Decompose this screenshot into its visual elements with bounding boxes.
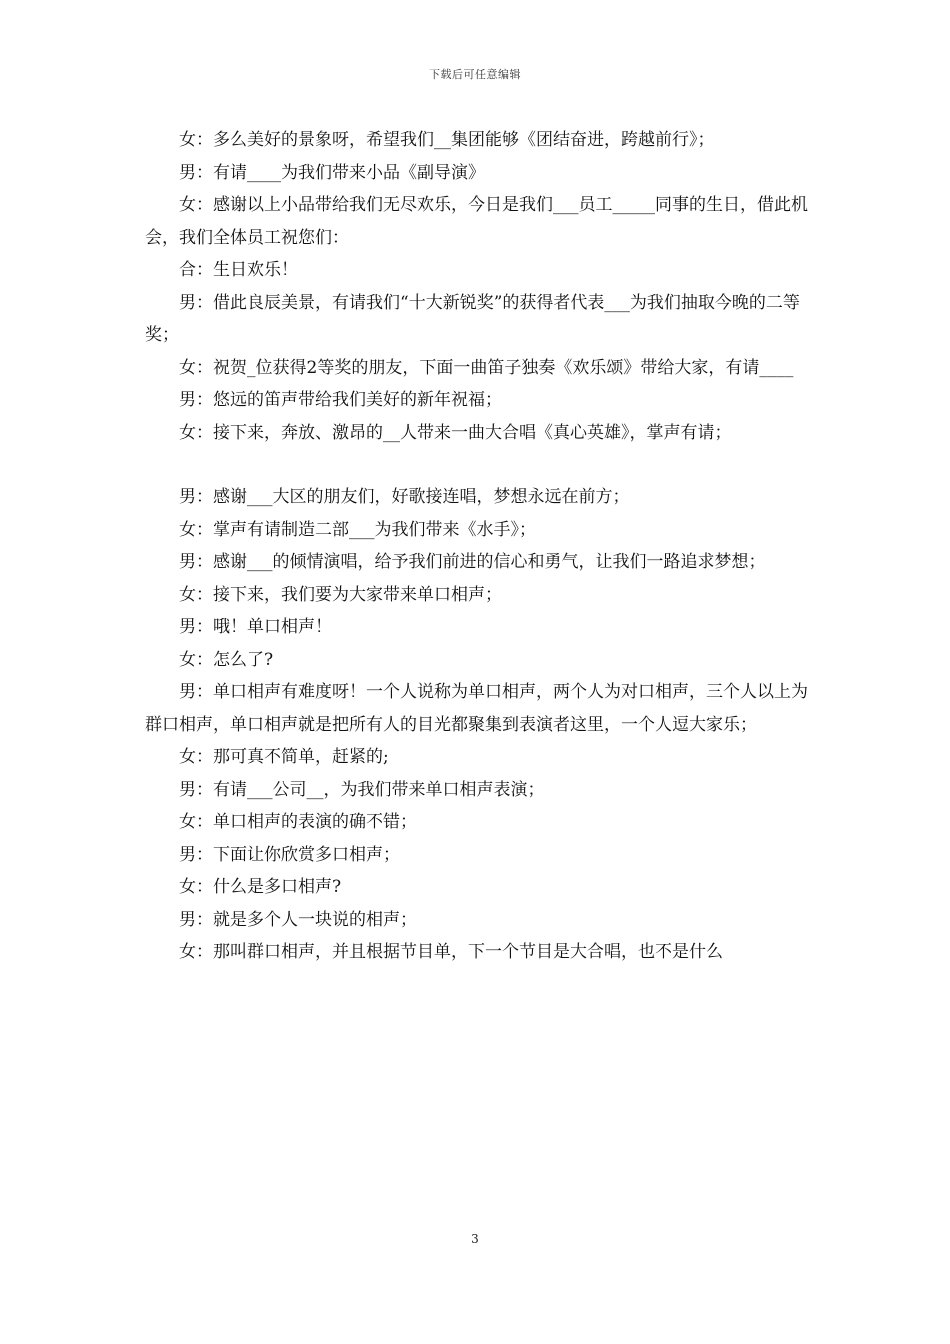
paragraph: 男：单口相声有难度呀！一个人说称为单口相声，两个人为对口相声，三个人以上为群口相声，单口相声就是把所有人的目光都聚集到表演者这里，一个人逗大家乐； (145, 682, 808, 735)
paragraph: 男：下面让你欣赏多口相声； (179, 844, 400, 865)
paragraph: 男：悠远的笛声带给我们美好的新年祝福； (179, 390, 502, 410)
paragraph: 女：接下来，奔放、激昂的__人带来一曲大合唱《真心英雄》，掌声有请； (179, 422, 732, 443)
page-header: 下载后可任意编辑 (429, 68, 521, 81)
paragraph: 合：生日欢乐！ (179, 260, 298, 280)
paragraph: 女：感谢以上小品带给我们无尽欢乐，今日是我们___员工_____同事的生日，借此机会，我们全体员工祝您们： (145, 195, 808, 248)
page-number: 3 (471, 1232, 479, 1246)
paragraph: 男：借此良辰美景，有请我们“十大新锐奖”的获得者代表___为我们抽取今晚的二等奖； (145, 292, 800, 345)
paragraph: 男：感谢___的倾情演唱，给予我们前进的信心和勇气，让我们一路追求梦想； (179, 552, 766, 572)
paragraph: 男：就是多个人一块说的相声； (179, 909, 417, 930)
paragraph: 女：那可真不简单，赶紧的; (179, 747, 389, 767)
paragraph: 男：有请____为我们带来小品《副导演》 (179, 162, 485, 183)
paragraph: 女：什么是多口相声? (179, 877, 342, 897)
paragraph: 男：感谢___大区的朋友们，好歌接连唱，梦想永远在前方； (179, 487, 630, 507)
paragraph: 女：接下来，我们要为大家带来单口相声； (179, 584, 502, 605)
paragraph: 女：那叫群口相声，并且根据节目单，下一个节目是大合唱，也不是什么 (179, 942, 723, 962)
document-body (145, 124, 817, 969)
paragraph: 女：多么美好的景象呀，希望我们__集团能够《团结奋进，跨越前行》； (179, 130, 715, 150)
paragraph: 男：有请___公司__，为我们带来单口相声表演； (179, 779, 545, 800)
paragraph: 女：祝贺_位获得2等奖的朋友，下面一曲笛子独奏《欢乐颂》带给大家，有请____ (179, 357, 794, 378)
paragraph: 女：掌声有请制造二部___为我们带来《水手》； (179, 519, 536, 540)
paragraph: 男：哦！单口相声！ (179, 617, 332, 637)
paragraph: 女：单口相声的表演的确不错； (179, 812, 417, 832)
paragraph: 女：怎么了? (179, 649, 274, 670)
